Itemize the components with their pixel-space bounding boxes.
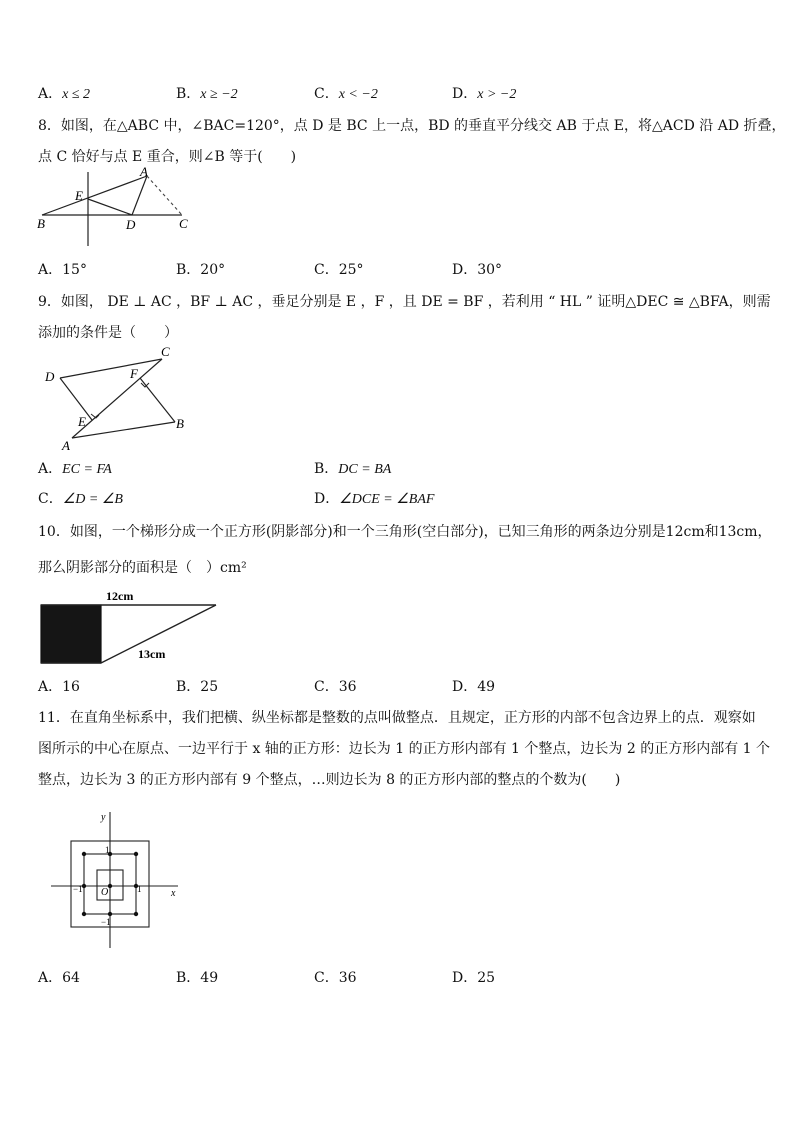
q9-option-a: A．EC = FA	[38, 461, 112, 477]
q8-option-a: A．15°	[38, 262, 87, 278]
q10-label-12cm: 12cm	[106, 589, 134, 603]
q10-option-b: B．25	[176, 679, 219, 695]
q7-option-b: B．x ≥ −2	[176, 86, 238, 102]
q11-label-1x: 1	[137, 884, 142, 894]
q8-figure	[34, 164, 204, 250]
q7-option-a: A．x ≤ 2	[38, 86, 91, 102]
q11-label-y: y	[101, 812, 106, 823]
q8-option-b: B．20°	[176, 262, 226, 278]
q11-stem-line3: 整点，边长为 3 的正方形内部有 9 个整点，…则边长为 8 的正方形内部的整点的个数为( )	[38, 772, 621, 788]
q8-label-e: E	[75, 188, 83, 203]
q10-label-13cm: 13cm	[138, 647, 166, 661]
q8-label-d: D	[126, 217, 136, 232]
q11-label-neg1x: −1	[73, 884, 83, 894]
q11-label-o: O	[101, 887, 109, 898]
q8-option-c: C．25°	[314, 262, 364, 278]
q7-option-d: D．x > −2	[452, 86, 517, 102]
q8-label-b: B	[37, 216, 45, 231]
q9-label-f: F	[130, 366, 138, 381]
q9-option-c: C．∠D = ∠B	[38, 491, 123, 507]
q11-label-neg1y: −1	[101, 917, 111, 927]
q8-stem-line2: 点 C 恰好与点 E 重合，则∠B 等于( )	[38, 149, 297, 165]
q11-option-c: C．36	[314, 970, 357, 986]
q7-option-c: C．x < −2	[314, 86, 378, 102]
q11-figure	[46, 806, 186, 952]
q9-label-e: E	[78, 414, 86, 429]
q9-option-b: B．DC = BA	[314, 461, 392, 477]
q11-label-x: x	[171, 888, 176, 899]
q11-option-a: A．64	[38, 970, 80, 986]
q8-stem-line1: 8．如图，在△ABC 中，∠BAC=120°，点 D 是 BC 上一点，BD 的垂直平分线交 AB 于点 E，将△ACD 沿 AD 折叠，	[38, 118, 786, 134]
q11-stem-line2: 图所示的中心在原点、一边平行于 x 轴的正方形：边长为 1 的正方形内部有 1 个整点，边长为 2 的正方形内部有 1 个	[38, 741, 771, 757]
q11-option-d: D．25	[452, 970, 496, 986]
q10-figure	[38, 586, 218, 666]
q10-shaded-square	[41, 605, 101, 663]
q11-stem-line1: 11．在直角坐标系中，我们把横、纵坐标都是整数的点叫做整点．且规定，正方形的内部不包含边界上的点．观察如	[38, 710, 756, 726]
q11-option-b: B．49	[176, 970, 219, 986]
q10-option-a: A．16	[38, 679, 80, 695]
q10-option-c: C．36	[314, 679, 357, 695]
q9-stem-line1: 9．如图， DE ⊥ AC ，BF ⊥ AC ，垂足分别是 E ，F ，且 DE = BF ，若利用 “ HL ” 证明△DEC ≅ △BFA，则需	[38, 294, 771, 310]
q9-stem-line2: 添加的条件是（ ）	[38, 325, 178, 341]
q9-option-d: D．∠DCE = ∠BAF	[314, 491, 435, 507]
q11-label-1y: 1	[105, 845, 110, 855]
q8-label-c: C	[179, 216, 188, 231]
q9-label-a: A	[62, 438, 70, 453]
q9-label-c: C	[161, 344, 170, 359]
q9-label-d: D	[45, 369, 55, 384]
q10-stem-line1: 10．如图，一个梯形分成一个正方形(阴影部分)和一个三角形(空白部分)，已知三角形的两条边分别是12cm和13cm，	[38, 524, 772, 540]
q9-label-b: B	[176, 416, 184, 431]
q10-stem-line2: 那么阴影部分的面积是（ ）cm²	[38, 560, 247, 576]
q10-option-d: D．49	[452, 679, 496, 695]
q8-option-d: D．30°	[452, 262, 503, 278]
q9-figure	[38, 342, 198, 454]
q8-label-a: A	[140, 164, 148, 179]
